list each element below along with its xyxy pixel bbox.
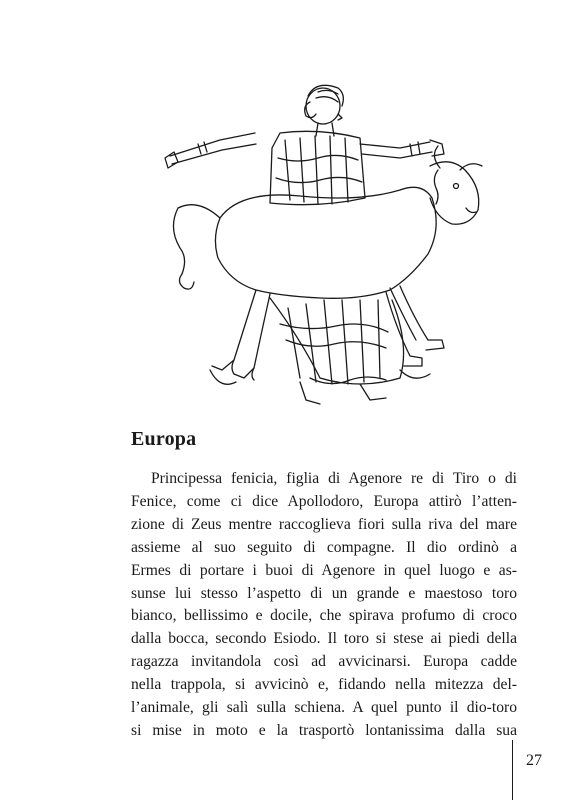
- text-line: l’animale, gli salì sulla schiena. A quel punto il dio-toro: [131, 699, 517, 717]
- text-line: dalla bocca, secondo Esiodo. Il toro si stese ai piedi della: [131, 630, 517, 648]
- text-line: Fenice, come ci dice Apollodoro, Europa attirò l’atten-: [131, 492, 517, 510]
- body-paragraph: [131, 468, 517, 743]
- text-line: sunse lui stesso l’aspetto di un grande e maestoso toro: [131, 584, 517, 602]
- text-line: Ermes di portare i buoi di Agenore in quel luogo e as-: [131, 561, 517, 579]
- europa-bull-illustration: [160, 78, 490, 413]
- text-line: zione di Zeus mentre raccoglieva fiori sulla riva del mare: [131, 515, 517, 533]
- europa-on-bull-icon: [160, 78, 490, 413]
- text-line: si mise in moto e la trasportò lontanissima dalla sua: [131, 721, 517, 739]
- text-line: nella trappola, si avvicinò e, fidando nella mitezza del-: [131, 676, 517, 694]
- text-line: bianco, bellissimo e docile, che spirava profumo di croco: [131, 607, 517, 625]
- section-heading: Europa: [131, 428, 197, 450]
- page-margin-rule: [512, 740, 513, 800]
- text-line: ragazza invitandola così ad avvicinarsi. Europa cadde: [131, 653, 517, 671]
- text-line: Principessa fenicia, figlia di Agenore re di Tiro o di: [151, 470, 517, 487]
- text-line: assieme al suo seguito di compagne. Il dio ordinò a: [131, 538, 517, 556]
- page-number: 27: [526, 752, 542, 769]
